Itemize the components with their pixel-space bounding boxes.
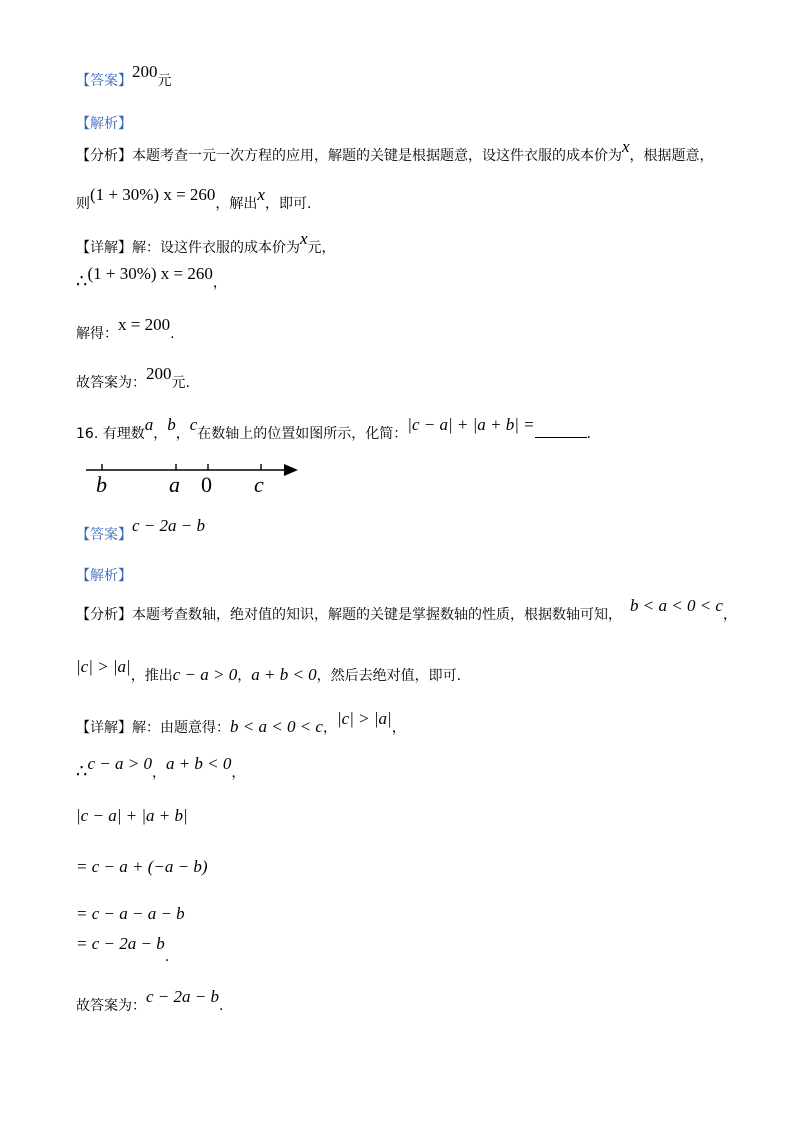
label-b: b [96,472,107,496]
equation: (1 + 30%) x = 260 [90,185,216,204]
comma: ， [212,275,227,291]
comma: ， [151,765,166,781]
q15-analysis-tag: 【解析】 [76,116,132,132]
q16-xiangjie-line [76,709,406,738]
fenxi-text: ，即可. [264,196,312,212]
abs-expression: |c − a| + |a + b| = [407,415,535,434]
answer-value: 200 [132,62,158,81]
inequality: c − a > 0 [172,665,238,684]
label-c: c [254,472,264,496]
answer-unit: 元 [157,73,172,89]
inequality: c − a > 0 [87,754,152,773]
q15-solution-line [76,315,175,344]
q15-fenxi-line1 [76,137,714,166]
inequality: b < a < 0 < c [630,596,723,615]
period: . [219,998,224,1014]
final-value: 200 [146,364,172,383]
q16-final-line [76,987,224,1016]
answer-tag: 【答案】 [76,527,132,543]
step-4: = c − 2a − b [76,934,165,953]
step-1: |c − a| + |a + b| [76,806,188,825]
stem-text: 在数轴上的位置如图所示，化简： [197,426,408,442]
q16-analysis-tag: 【解析】 [76,568,132,584]
inequality: a + b < 0 [165,754,232,773]
stem-end: . [586,426,592,442]
answer-tag: 【答案】 [76,73,132,89]
fenxi-end: ，然后去绝对值，即可. [316,668,462,684]
stem-text: 有理数 [102,426,145,442]
ze: 则 [76,196,90,212]
therefore-symbol: ∴ [76,271,88,292]
q15-xiangjie-line [76,229,336,258]
question-number: 16. [76,426,99,442]
comma: ， [231,765,246,781]
xiangjie-unit: 元， [307,240,336,256]
fenxi-tag: 【分析】 [76,148,132,164]
abs-inequality: |c| > |a| [76,657,131,676]
q16-stem [76,415,592,444]
comma: ， [237,668,252,684]
var-a: a [144,415,154,434]
var-b: b [167,415,176,434]
q15-answer-line [76,62,172,91]
comma: ， [391,720,406,736]
inequality: a + b < 0 [251,665,317,684]
xiangjie-text: 解：设这件衣服的成本价为 [132,240,300,256]
label-zero: 0 [201,472,212,496]
q16-therefore-line [76,754,246,783]
period: . [164,949,170,965]
var-c: c [189,415,198,434]
answer-blank [535,423,587,438]
comma: ， [722,607,737,623]
q15-equation-line [76,264,227,293]
step-4-line [76,934,170,965]
fenxi-text: 本题考查一元一次方程的应用，解题的关键是根据题意，设这件衣服的成本价为 [132,148,622,164]
jiede-label: 解得： [76,326,118,342]
xiangjie-text: 解：由题意得： [132,720,230,736]
final-prefix: 故答案为： [76,998,146,1014]
q15-fenxi-line2 [76,185,312,214]
equation: (1 + 30%) x = 260 [87,264,213,283]
xiangjie-tag: 【详解】 [76,240,132,256]
sep: ， [175,426,190,442]
therefore-symbol: ∴ [76,761,88,782]
sep: ， [153,426,168,442]
fenxi-text: ，根据题意， [629,148,714,164]
q16-fenxi-line2 [76,657,462,686]
solution: x = 200 [118,315,171,334]
step-3: = c − a − a − b [76,904,185,923]
var-x: x [622,137,630,156]
q16-fenxi-line1 [76,596,737,625]
label-a: a [169,472,180,496]
step-2: = c − a + (−a − b) [76,857,208,876]
inequality: b < a < 0 < c [230,717,323,736]
fenxi-text: 本题考查数轴，绝对值的知识，解题的关键是掌握数轴的性质，根据数轴可知， [132,607,622,623]
comma: ， [322,720,337,736]
var-x: x [300,229,308,248]
abs-inequality: |c| > |a| [336,709,392,728]
q15-final-line [76,364,190,393]
q16-answer-line [76,516,205,545]
tuichu: ，推出 [130,668,173,684]
final-unit: 元. [171,375,190,391]
period: . [170,326,175,342]
number-line [80,456,310,496]
answer-value: c − 2a − b [132,516,205,535]
var-x: x [257,185,265,204]
xiangjie-tag: 【详解】 [76,720,132,736]
final-prefix: 故答案为： [76,375,146,391]
fenxi-tag: 【分析】 [76,607,132,623]
final-value: c − 2a − b [146,987,219,1006]
fenxi-text: ，解出 [215,196,258,212]
